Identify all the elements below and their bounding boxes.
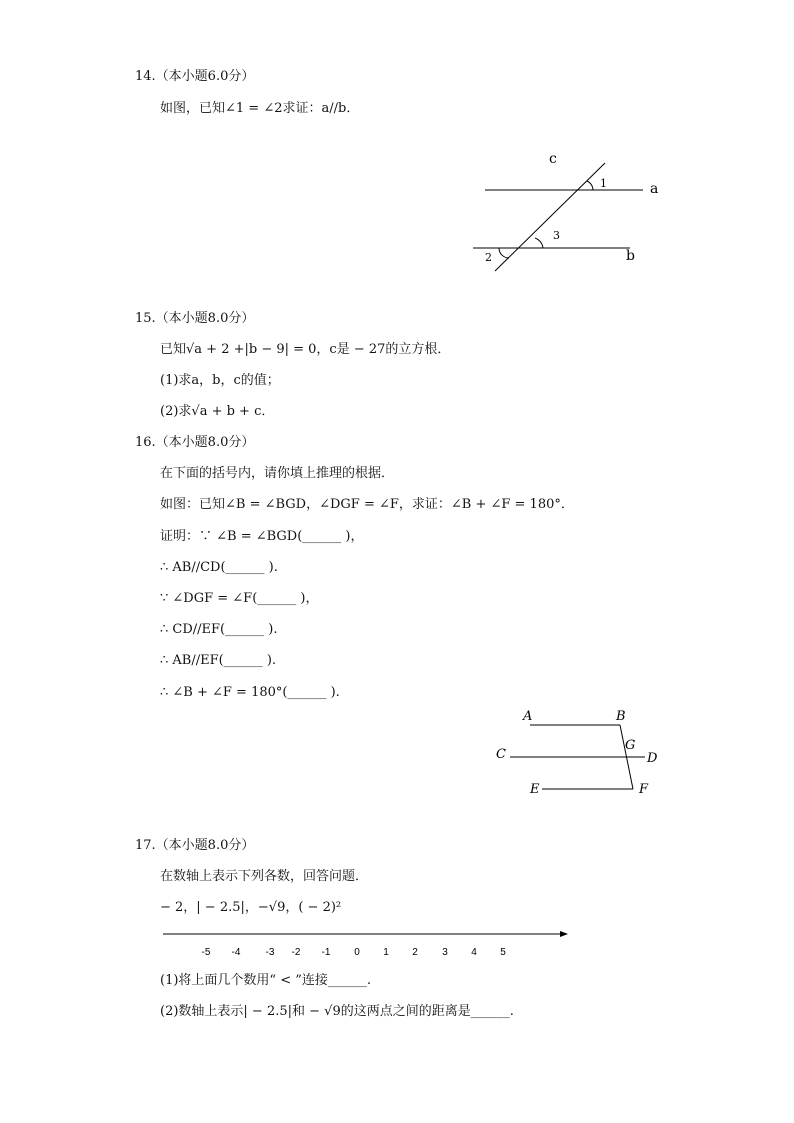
angle-1-arc (587, 181, 593, 190)
q15-line3: (2)求√a + b + c． (160, 404, 275, 419)
q17-part2: (2)数轴上表示| − 2.5|和 − √9的这两点之间的距离是______. (160, 1004, 514, 1019)
label-B: B (616, 709, 626, 724)
label-1: 1 (600, 177, 607, 190)
q14-figure (465, 148, 675, 276)
q15-header: 15.（本小题8.0分） (135, 311, 255, 326)
q16-given: 如图：已知∠B = ∠BGD，∠DGF = ∠F，求证：∠B + ∠F = 180°． (160, 497, 574, 512)
axis-tick-label: 5 (500, 947, 506, 958)
angle-2-arc (499, 248, 509, 258)
label-c: c (549, 151, 557, 167)
angle-3-arc (535, 238, 543, 248)
line-c (495, 163, 605, 271)
label-E: E (530, 782, 540, 797)
number-line (160, 924, 580, 964)
q17-intro: 在数轴上表示下列各数，回答问题． (160, 869, 369, 884)
q16-proof-step: 证明：∵ ∠B = ∠BGD(______ )， (160, 529, 364, 544)
q14-header: 14.（本小题6.0分） (135, 69, 255, 84)
label-2: 2 (485, 251, 492, 264)
axis-tick-label: 1 (383, 947, 389, 958)
axis-tick-label: -5 (201, 947, 211, 958)
q16-proof-step: ∴ AB//CD(______ ). (160, 560, 278, 575)
q17-header: 17.（本小题8.0分） (135, 838, 255, 853)
axis-tick-label: 3 (442, 947, 448, 958)
axis-tick-label: -3 (265, 947, 275, 958)
q16-proof-step: ∴ ∠B + ∠F = 180°(______ ). (160, 685, 340, 700)
q17-numbers: − 2，| − 2.5|，−√9，( − 2)² (160, 900, 342, 915)
label-a: a (650, 181, 659, 197)
axis-tick-label: -1 (321, 947, 331, 958)
q16-proof-step: ∴ AB//EF(______ ). (160, 653, 277, 668)
q17-part1: (1)将上面几个数用“ < ”连接______. (160, 973, 371, 988)
q16-header: 16.（本小题8.0分） (135, 435, 255, 450)
q14-text: 如图，已知∠1 = ∠2求证：a//b． (160, 101, 360, 116)
label-3: 3 (553, 229, 560, 242)
q16-intro: 在下面的括号内，请你填上推理的根据． (160, 466, 395, 481)
label-b: b (626, 248, 635, 264)
label-F: F (639, 782, 649, 797)
q15-line1: 已知√a + 2 +|b − 9| = 0，c是 − 27的立方根． (160, 342, 451, 357)
q16-figure (490, 705, 670, 805)
label-G: G (625, 738, 636, 753)
label-A: A (523, 709, 533, 724)
axis-tick-label: -4 (231, 947, 241, 958)
axis-arrow (560, 931, 568, 937)
axis-tick-label: 4 (471, 947, 477, 958)
q15-line2: (1)求a，b，c的值； (160, 373, 280, 388)
label-C: C (496, 747, 506, 762)
label-D: D (647, 751, 658, 766)
axis-tick-label: -2 (291, 947, 301, 958)
axis-tick-label: 0 (354, 947, 360, 958)
q16-proof-step: ∵ ∠DGF = ∠F(______ )， (160, 591, 319, 606)
q16-proof-step: ∴ CD//EF(______ ). (160, 622, 278, 637)
axis-tick-label: 2 (412, 947, 418, 958)
